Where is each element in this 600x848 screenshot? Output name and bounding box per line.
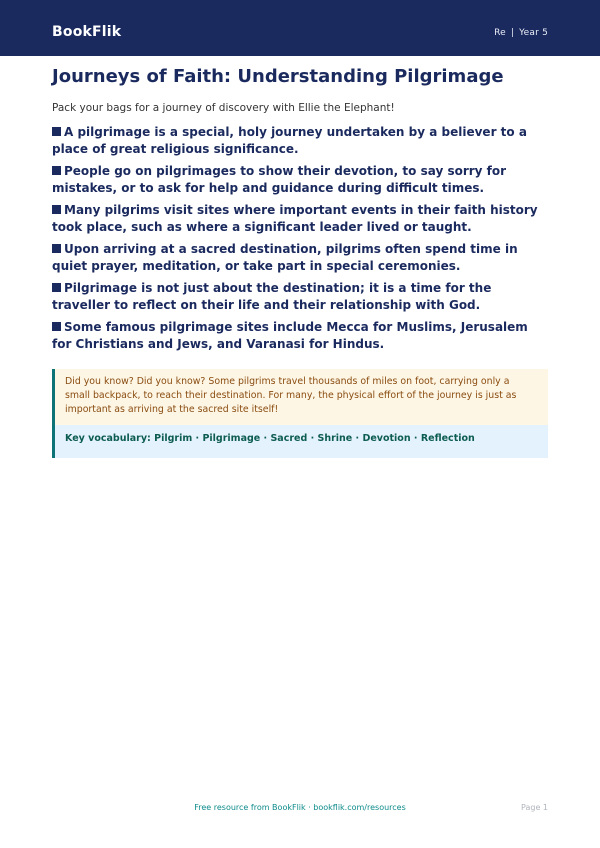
- page-title: Journeys of Faith: Understanding Pilgrimage: [52, 66, 504, 87]
- did-you-know-callout: Did you know? Did you know? Some pilgrims travel thousands of miles on foot, carrying only a small backpack, to reach their destination. For many, the physical effort of the journey is just as important as arriving at the sacred site itself!: [55, 369, 548, 425]
- key-point: [52, 202, 548, 236]
- key-point: [52, 241, 548, 275]
- key-vocabulary-callout: Key vocabulary: Pilgrim · Pilgrimage · Sacred · Shrine · Devotion · Reflection: [55, 425, 548, 458]
- meta-separator: |: [510, 28, 515, 38]
- key-point: [52, 319, 548, 353]
- page-footer: [0, 802, 600, 816]
- key-points-list: [52, 124, 548, 353]
- page-number: Page 1: [521, 803, 548, 812]
- key-point-text: Many pilgrims visit sites where important events in their faith history took place, such as where a significant leader lived or taught.: [52, 203, 538, 234]
- key-point: [52, 163, 548, 197]
- square-bullet-icon: [52, 166, 61, 175]
- key-point-text: People go on pilgrimages to show their devotion, to say sorry for mistakes, or to ask for help and guidance during difficult times.: [52, 164, 507, 195]
- info-box: [52, 369, 548, 458]
- square-bullet-icon: [52, 244, 61, 253]
- brand-logo-text[interactable]: BookFlik: [52, 24, 122, 40]
- subject-label: Re: [494, 28, 506, 38]
- key-point: [52, 280, 548, 314]
- footer-resource-link[interactable]: Free resource from BookFlik · bookflik.com/resources: [194, 803, 406, 812]
- key-point-text: Upon arriving at a sacred destination, pilgrims often spend time in quiet prayer, meditation, or take part in special ceremonies.: [52, 242, 518, 274]
- square-bullet-icon: [52, 283, 61, 292]
- square-bullet-icon: [52, 322, 61, 331]
- page-subtitle: Pack your bags for a journey of discovery with Ellie the Elephant!: [52, 102, 395, 114]
- key-point-text: Pilgrimage is not just about the destination; it is a time for the traveller to reflect on their life and their relationship with God.: [52, 281, 492, 313]
- key-point-text: Some famous pilgrimage sites include Mecca for Muslims, Jerusalem for Christians and Jews, and Varanasi for Hindus.: [52, 320, 528, 352]
- square-bullet-icon: [52, 127, 61, 136]
- page-header: [0, 0, 600, 56]
- key-point: [52, 124, 548, 158]
- square-bullet-icon: [52, 205, 61, 214]
- year-label: Year 5: [519, 28, 548, 38]
- key-point-text: A pilgrimage is a special, holy journey undertaken by a believer to a place of great religious significance.: [52, 125, 527, 156]
- header-meta: [494, 27, 548, 39]
- worksheet-content: [52, 64, 548, 458]
